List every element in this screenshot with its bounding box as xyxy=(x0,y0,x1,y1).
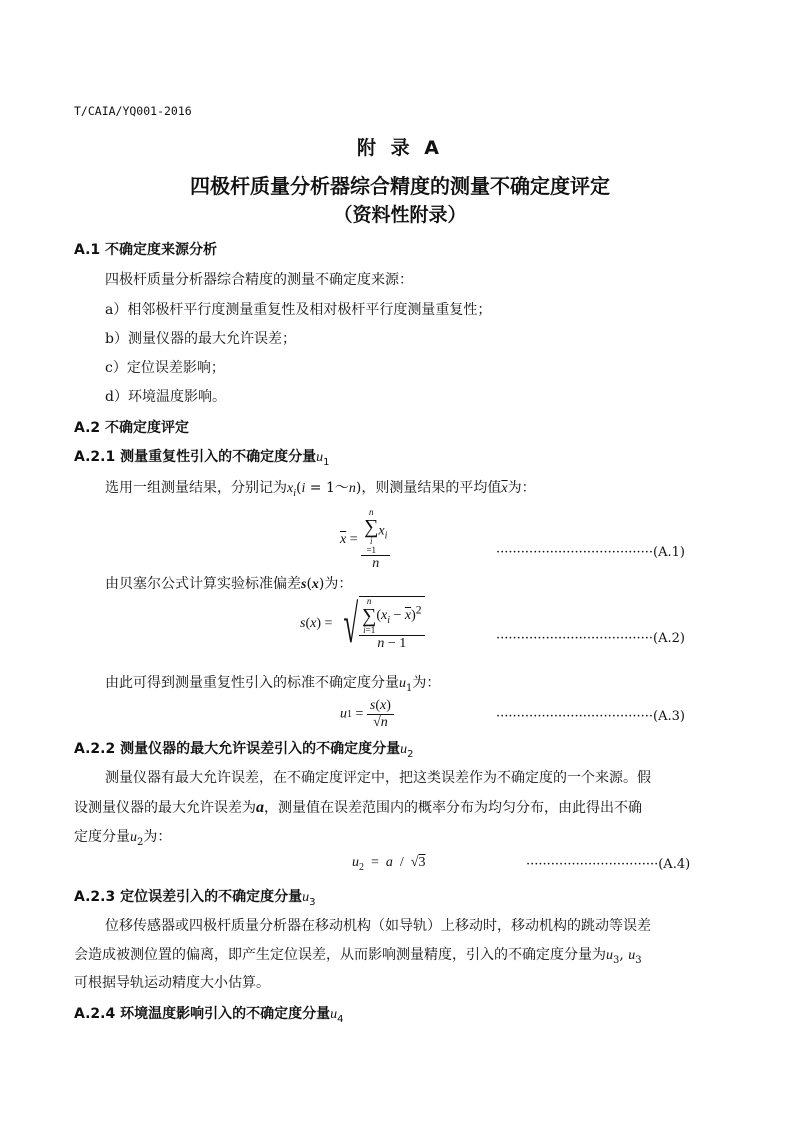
section-a22-line1: 测量仪器有最大允许误差，在不确定度评定中，把这类误差作为不确定度的一个来源。假 xyxy=(105,770,651,786)
list-item: d）环境温度影响。 xyxy=(105,389,226,405)
appendix-note: （资料性附录） xyxy=(333,204,467,226)
section-a24-heading: A.2.4 环境温度影响引入的不确定度分量$u_4$ xyxy=(74,1006,344,1025)
equation-a4: $u_2 = a / √3$ xyxy=(352,855,426,873)
standard-id: T/CAIA/YQ001-2016 xyxy=(74,104,192,118)
list-item: c）定位误差影响； xyxy=(105,360,225,376)
equation-a3: u1 = $\frac{s(x)}{√n}$ xyxy=(340,698,394,731)
section-a1-intro: 四极杆质量分析器综合精度的测量不确定度来源： xyxy=(105,272,413,288)
equation-a3-number: ······································(A.3) xyxy=(496,709,685,724)
section-a23-line2: 会造成被测位置的偏离，即产生定位误差，从而影响测量精度，引入的不确定度分量为$u_3$, $u_3$ xyxy=(74,947,642,966)
equation-a4-number: ································(A.4) xyxy=(526,857,691,872)
section-a21-para1: 选用一组测量结果，分别记为$x_i(i$ = 1～n)，则测量结果的平均值$\overline{x}$为： xyxy=(105,480,536,499)
equation-a1-number: ······································(A.1) xyxy=(496,545,685,560)
list-item: a）相邻极杆平行度测量重复性及相对极杆平行度测量重复性； xyxy=(105,302,492,318)
appendix-title: 四极杆质量分析器综合精度的测量不确定度评定 xyxy=(190,174,610,198)
section-a21-para2: 由贝塞尔公式计算实验标准偏差s(x)为： xyxy=(105,576,353,592)
section-a2-heading: A.2 不确定度评定 xyxy=(74,420,190,436)
section-a23-heading: A.2.3 定位误差引入的不确定度分量$u_3$ xyxy=(74,889,316,908)
appendix-label: 附 录 A xyxy=(357,137,443,159)
section-a21-heading: A.2.1 测量重复性引入的不确定度分量$u_1$ xyxy=(74,449,330,468)
equation-a2-number: ······································(A.2) xyxy=(496,631,685,646)
section-a23-line1: 位移传感器或四极杆质量分析器在移动机构（如导轨）上移动时，移动机构的跳动等误差 xyxy=(105,918,651,934)
section-a22-line3: 定度分量$u_2$为： xyxy=(74,829,172,848)
section-a22-line2: 设测量仪器的最大允许误差为a，测量值在误差范围内的概率分布为均匀分布，由此得出不确 xyxy=(74,799,642,816)
equation-a2: s(x) = √ n ∑ i=1 $(x_i - \overline{x})^2$ n − 1 xyxy=(300,596,425,652)
equation-a1: $\overline{x}$ = n ∑ i =1 $x_i$ n xyxy=(340,508,390,572)
section-a1-heading: A.1 不确定度来源分析 xyxy=(74,242,218,258)
section-a21-para3: 由此可得到测量重复性引入的标准不确定度分量$u_1$为： xyxy=(105,675,441,694)
section-a23-line3: 可根据导轨运动精度大小估算。 xyxy=(74,975,270,991)
list-item: b）测量仪器的最大允许误差； xyxy=(105,331,296,347)
section-a22-heading: A.2.2 测量仪器的最大允许误差引入的不确定度分量$u_2$ xyxy=(74,741,414,760)
